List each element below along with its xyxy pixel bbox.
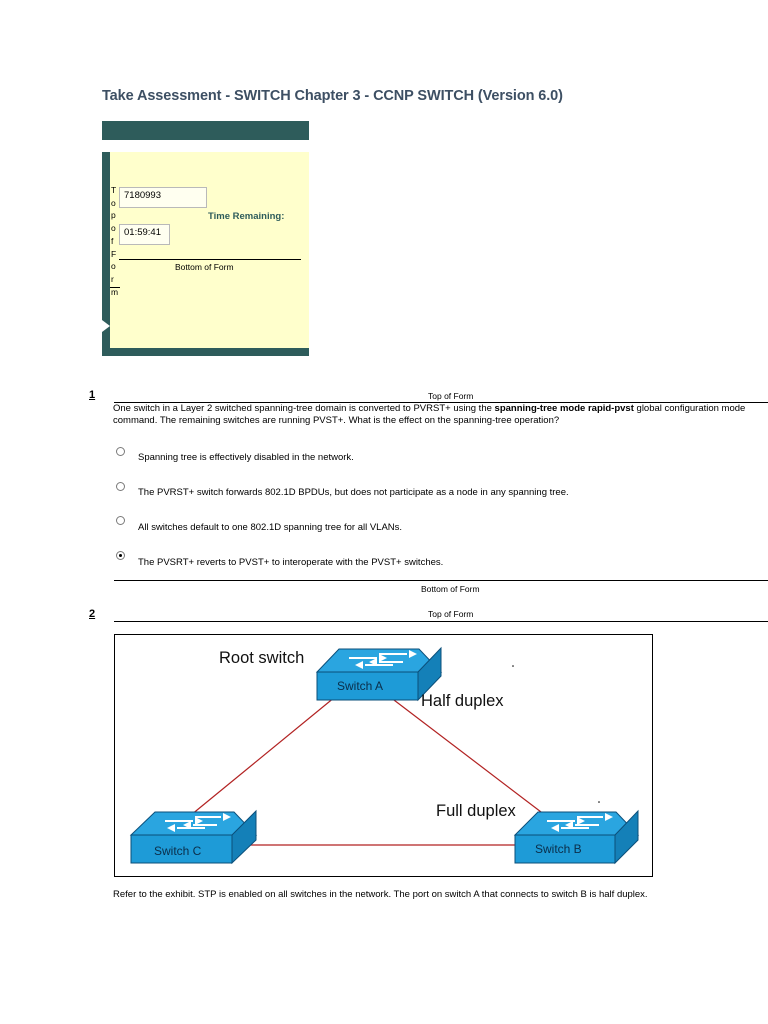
question-command: spanning-tree mode rapid-pvst [494, 403, 634, 414]
form-top-rule [114, 621, 768, 622]
topology-diagram [115, 635, 652, 876]
switch-a-label: Switch A [337, 679, 384, 693]
answer-radio-selected[interactable] [116, 551, 125, 560]
panel-bottom-of-form: Bottom of Form [175, 262, 234, 272]
top-of-form-label: Top of Form [428, 391, 474, 401]
speck [598, 801, 600, 803]
question-text [113, 403, 763, 426]
vertical-letter: T [111, 185, 117, 195]
answer-option: The PVRST+ switch forwards 802.1D BPDUs, but does not participate as a node in any spanning tree. [138, 487, 569, 498]
answer-radio[interactable] [116, 482, 125, 491]
vertical-letter: F [111, 248, 117, 259]
vertical-letter: r [111, 273, 114, 284]
half-duplex-label: Half duplex [421, 692, 504, 710]
top-of-form-vertical [111, 184, 119, 298]
link-a-c [191, 697, 335, 815]
timer-panel [102, 152, 309, 356]
vertical-letter: f [111, 235, 114, 246]
answer-option: The PVSRT+ reverts to PVST+ to interoperate with the PVST+ switches. [138, 557, 444, 568]
time-remaining-label: Time Remaining: [208, 211, 285, 222]
answer-radio[interactable] [116, 516, 125, 525]
switch-c-label: Switch C [154, 844, 202, 858]
answer-option: Spanning tree is effectively disabled in the network. [138, 452, 354, 463]
link-a-b [390, 697, 545, 815]
exhibit-caption: Refer to the exhibit. STP is enabled on all switches in the network. The port on switch A that connects to switch B is half duplex. [113, 889, 648, 900]
vertical-letter: p [111, 210, 116, 221]
page-title: Take Assessment - SWITCH Chapter 3 - CCNP SWITCH (Version 6.0) [102, 88, 563, 104]
vertical-letter: o [111, 261, 116, 272]
vertical-letter: o [111, 223, 116, 234]
assessment-id-field[interactable]: 7180993 [119, 187, 207, 208]
question-number: 1 [89, 389, 96, 401]
switch-b-label: Switch B [535, 842, 582, 856]
question-number: 2 [89, 608, 96, 620]
form-divider-short [110, 287, 120, 288]
vertical-letter: o [111, 197, 116, 208]
root-switch-label: Root switch [219, 649, 305, 667]
full-duplex-label: Full duplex [436, 802, 516, 820]
answer-option: All switches default to one 802.1D spanning tree for all VLANs. [138, 522, 403, 533]
speck [512, 665, 514, 667]
time-remaining-field[interactable]: 01:59:41 [119, 224, 170, 245]
network-exhibit [114, 634, 653, 877]
timer-panel-header [102, 121, 309, 140]
question-text-part: global configuration mode command. The remaining switches are running PVST+. What is the effect on the spanning-tree operation? [113, 403, 746, 426]
bottom-of-form-label: Bottom of Form [421, 584, 480, 594]
top-of-form-label: Top of Form [428, 609, 474, 619]
panel-notch [102, 320, 110, 332]
form-bottom-rule [114, 580, 768, 581]
form-divider [119, 259, 301, 260]
answer-radio[interactable] [116, 447, 125, 456]
question-text-part: One switch in a Layer 2 switched spanning-tree domain is converted to PVRST+ using the [113, 403, 495, 414]
vertical-letter: m [111, 286, 119, 297]
